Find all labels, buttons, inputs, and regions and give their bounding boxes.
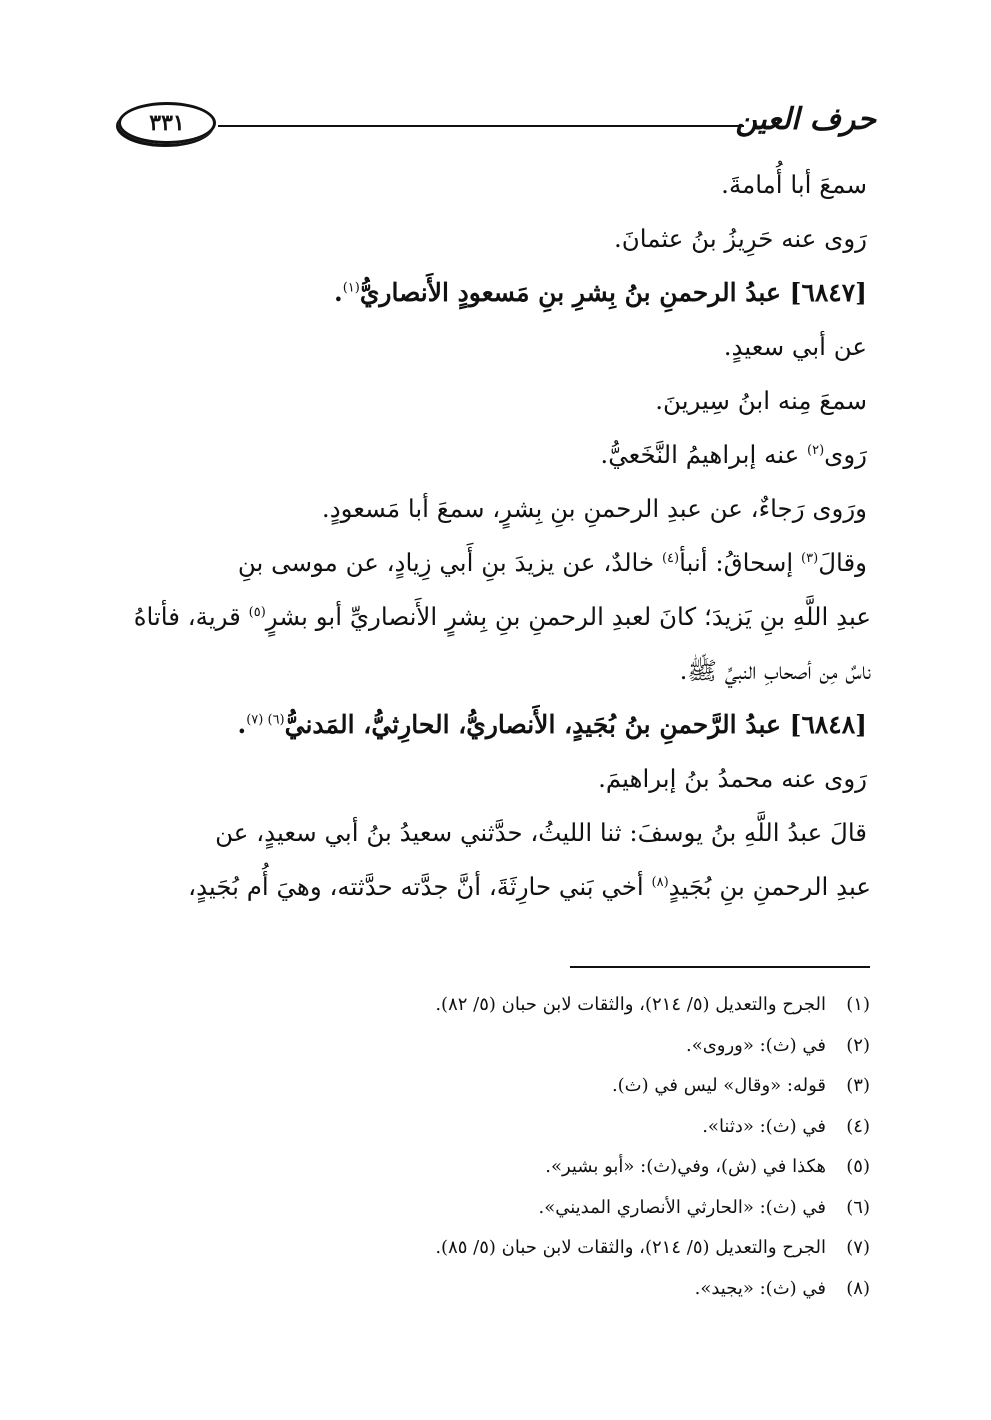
text-run: أخي بَني حارِثَةَ، أنَّ جدَّته حدَّثته، وهيَ أُم بُجَيدٍ، [188,872,652,901]
footnote-item [130,1228,870,1269]
text-line: رَوى عنه حَرِيزُ بنُ عثمانَ. [613,224,867,253]
footnote-text: في (ث): «الحارثي الأنصاري المديني». [538,1196,826,1218]
footnote-number: (٦) [846,1196,870,1218]
footnote-number: (٧) [846,1237,870,1258]
text-run: عبدِ اللَّهِ بنِ يَزيدَ؛ كانَ لعبدِ الرحمنِ بنِ بِشرٍ الأَنصاريِّ أبو بشرٍ [265,602,871,631]
footnote-marker: (٨) [651,874,669,890]
footnote-marker: (٣) [801,550,819,566]
entry-heading-6848: [٦٨٤٨] عبدُ الرَّحمنِ بنُ بُجَيدٍ، الأَنصاريُّ، الحارِثيُّ، المَدنيُّ$^{(٦) (٧)}$. [237,710,867,739]
footnote-item [130,1066,870,1107]
footnote-item [130,985,870,1026]
text-line: قالَ عبدُ اللَّهِ بنُ يوسفَ: ثنا الليثُ، حدَّثني سعيدُ بنُ أبي سعيدٍ، عن [215,818,867,847]
text-line: سمعَ مِنه ابنُ سِيرينَ. [655,386,867,415]
text-run: رَوى [824,440,867,469]
text-run: خالدٌ، عن يزيدَ بنِ أَبي زِيادٍ، عن موسى بنِ [237,548,662,577]
footnote-marker: (٥) [248,604,266,620]
footnotes [130,985,870,1309]
text-line: سمعَ أبا أُمامةَ. [721,170,867,199]
footnote-number: (١) [846,994,870,1015]
footnote-item [130,1269,870,1310]
text-line [131,428,871,482]
paragraph [131,806,871,914]
text-line: عن أبي سعيدٍ. [723,332,867,361]
text-run: عبدِ الرحمنِ بنِ بُجَيدٍ [668,872,871,901]
footnote-number: (٤) [846,1115,870,1137]
chapter-title: حرف العين [735,102,876,137]
footnote-number: (٥) [846,1156,870,1177]
footnote-text: في (ث): «يجيد». [694,1277,826,1299]
footnote-text: في (ث): «دثنا». [702,1115,826,1137]
footnote-item [130,1026,870,1067]
footnote-item [130,1188,870,1229]
footnote-separator [570,966,870,968]
main-text [131,158,871,914]
text-line [131,590,871,644]
text-run: وقالَ [818,548,867,577]
text-run: إسحاقُ: أنبأ [679,548,802,577]
footnote-text: الجرح والتعديل (٥/ ٢١٤)، والثقات لابن حبان (٥/ ٨٥). [435,1237,826,1258]
header-divider [218,125,744,127]
entry-title: [٦٨٤٧] عبدُ الرحمنِ بنُ بِشرِ بنِ مَسعودٍ الأَنصاريُّ [359,278,867,307]
footnote-text: الجرح والتعديل (٥/ ٢١٤)، والثقات لابن حبان (٥/ ٨٢). [435,994,826,1015]
footnote-marker: (١) [342,280,360,296]
entry-heading-6847: [٦٨٤٧] عبدُ الرحمنِ بنُ بِشرِ بنِ مَسعودٍ الأَنصاريُّ$^{(١)}$. [334,278,867,307]
footnote-marker: (٤) [661,550,680,566]
text-run: قرية، فأتاهُ [133,602,249,631]
text-line: رَوى عنه محمدُ بنُ إبراهيمَ. [598,764,867,793]
footnote-marker: (٦) (٧) [246,712,285,728]
footnote-item [130,1147,870,1188]
text-line [131,860,871,914]
footnote-text: في (ث): «وروى». [685,1034,826,1056]
footnote-text: هكذا في (ش)، وفي(ث): «أبو بشير». [545,1156,826,1177]
page-number: ٣٣١ [118,102,216,144]
paragraph [131,536,871,698]
text-line: ورَوى رَجاءٌ، عن عبدِ الرحمنِ بنِ بِشرٍ، سمعَ أبا مَسعودٍ. [321,494,867,523]
footnote-number: (٣) [846,1075,870,1096]
footnote-number: (٢) [846,1034,870,1056]
entry-title: [٦٨٤٨] عبدُ الرَّحمنِ بنُ بُجَيدٍ، الأَنصاريُّ، الحارِثيُّ، المَدنيُّ [284,710,867,739]
footnote-number: (٨) [846,1277,870,1299]
text-line: ناسٌ مِن أصحابِ النبيِّ ﷺ. [679,656,871,685]
text-line [131,536,871,590]
footnote-text: قوله: «وقال» ليس في (ث). [611,1075,826,1096]
page-header [118,100,876,148]
footnote-marker: (٢) [807,442,825,458]
text-run: عنه إبراهيمُ النَّخَعيُّ. [600,440,808,469]
footnote-item [130,1107,870,1148]
